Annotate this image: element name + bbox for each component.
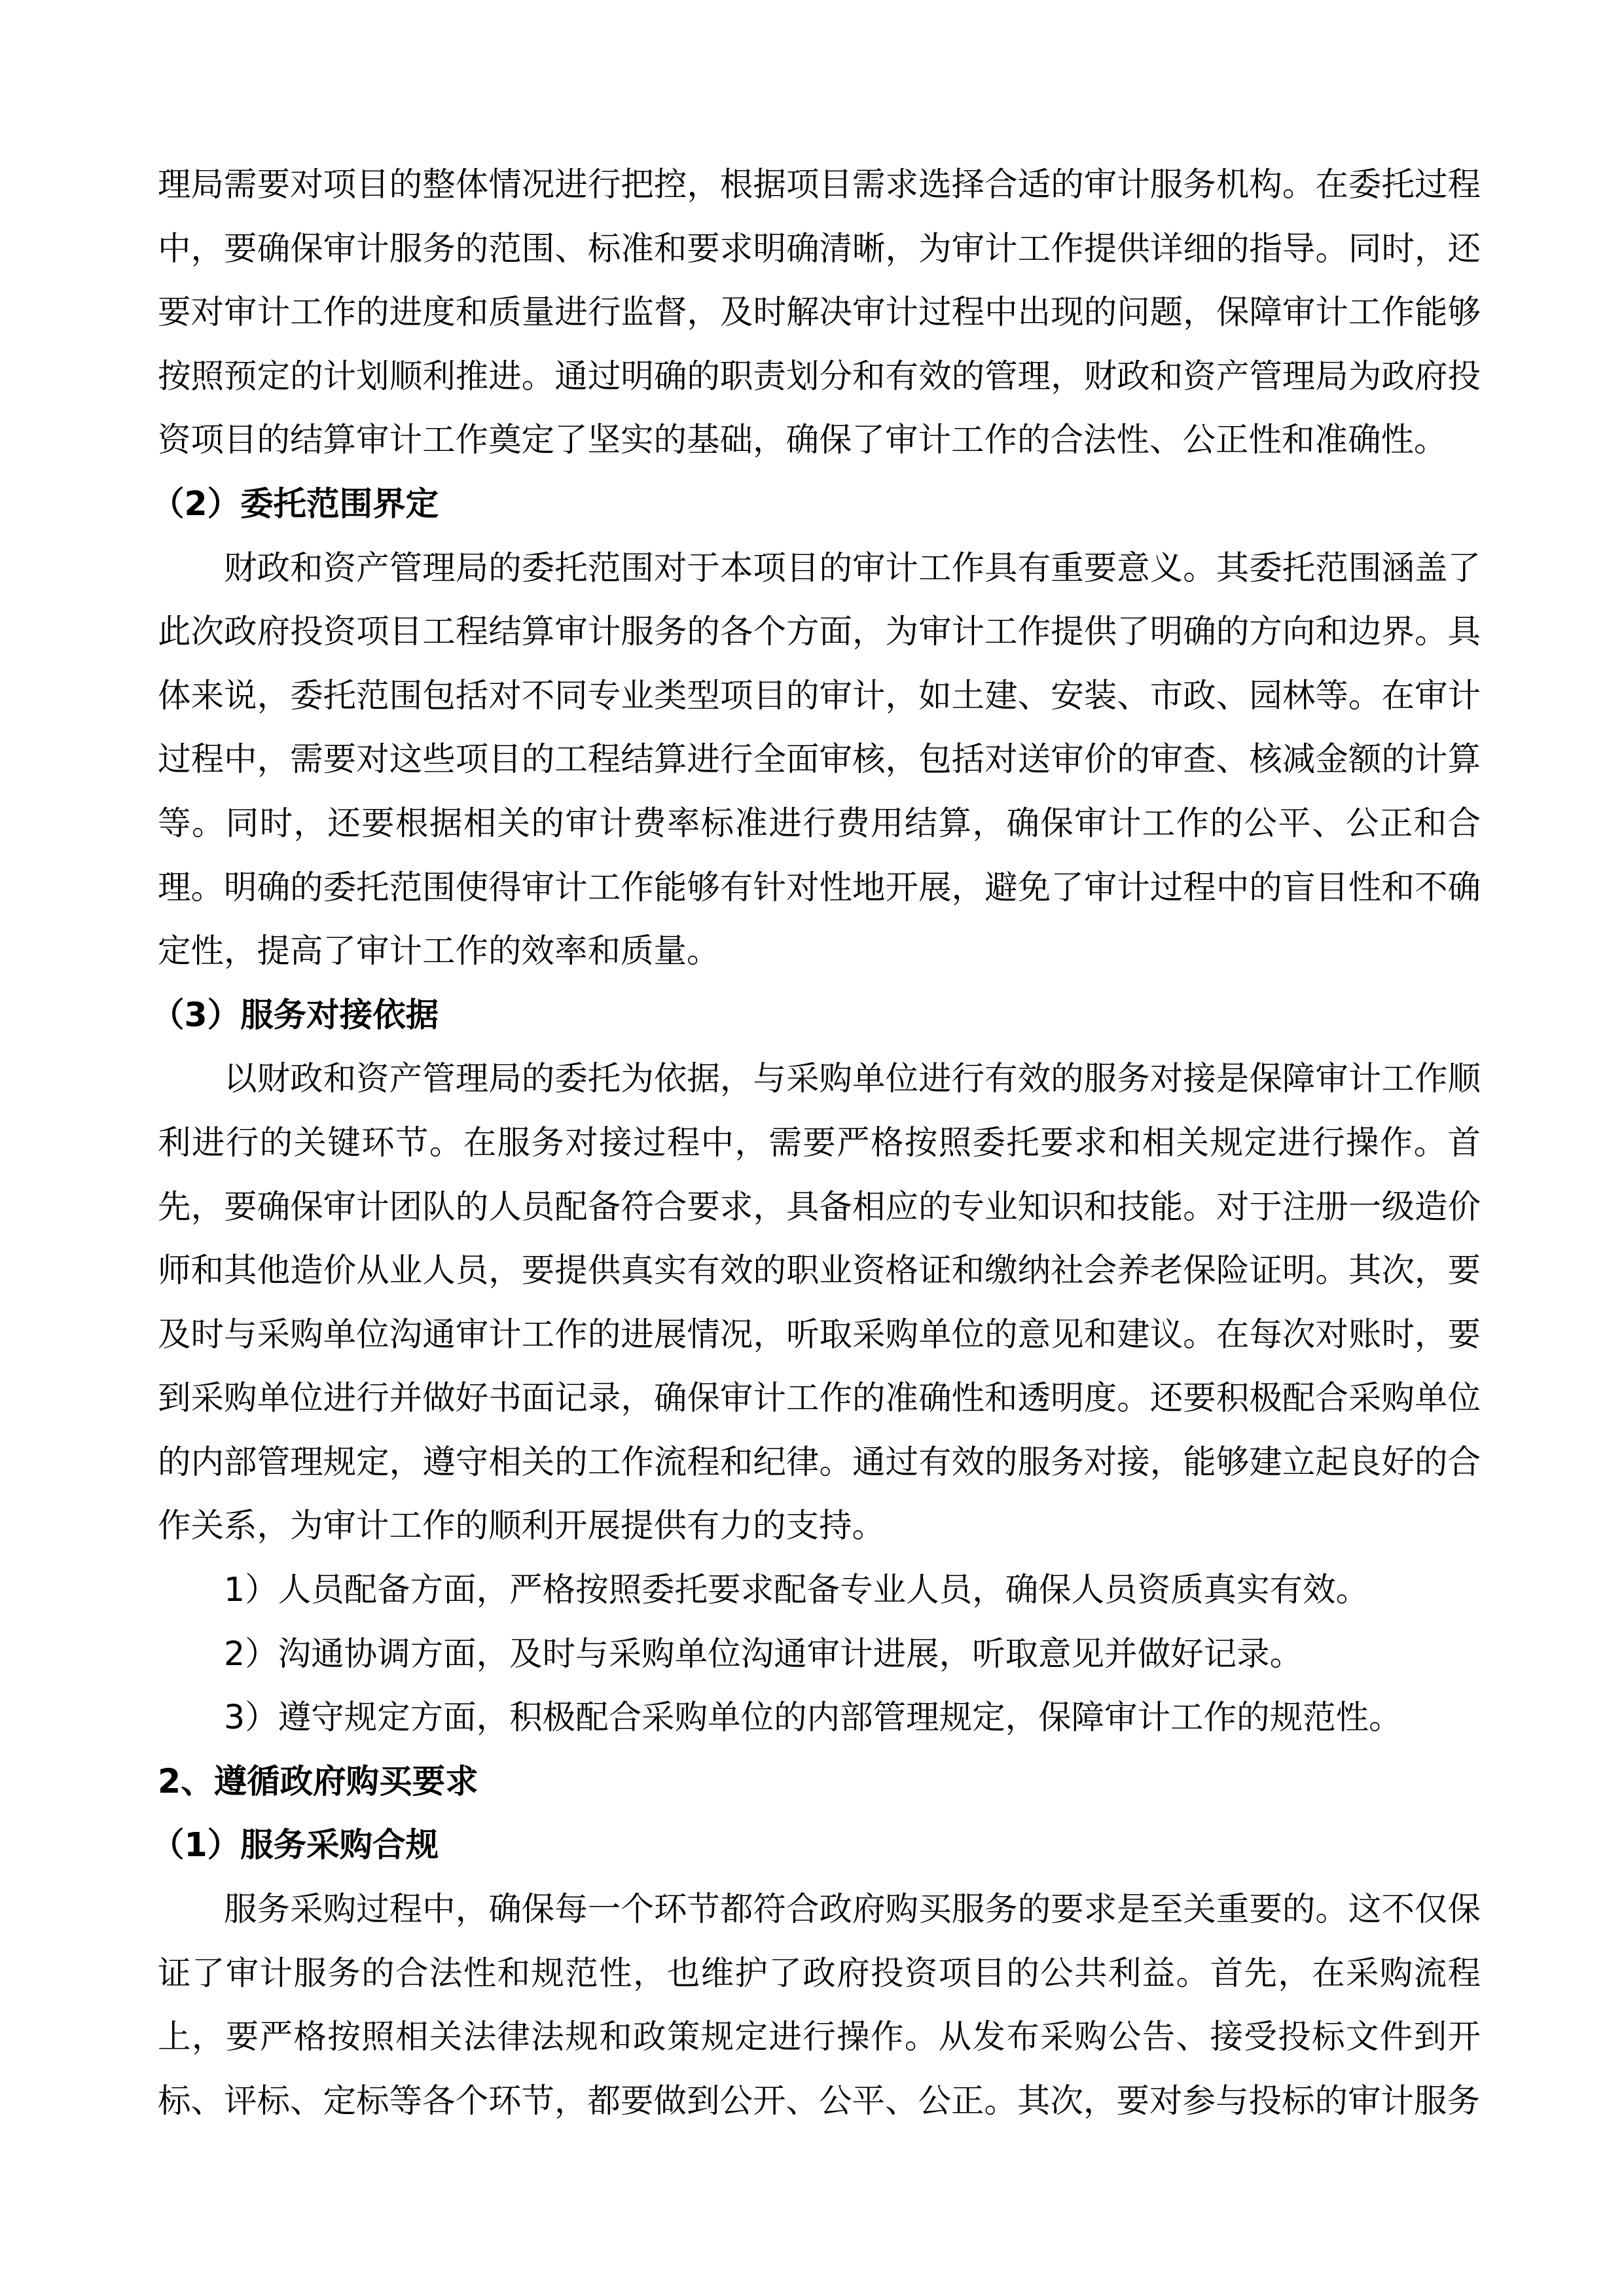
paragraph-line: 资项目的结算审计工作奠定了坚实的基础，确保了审计工作的合法性、公正性和准确性。	[158, 420, 1447, 459]
paragraph-line: 理局需要对项目的整体情况进行把控，根据项目需求选择合适的审计服务机构。在委托过程	[158, 165, 1481, 204]
paragraph-line: 中，要确保审计服务的范围、标准和要求明确清晰，为审计工作提供详细的指导。同时，还	[158, 228, 1481, 268]
list-item: 1）人员配备方面，严格按照委托要求配备专业人员，确保人员资质真实有效。	[224, 1570, 1369, 1609]
paragraph-line: 以财政和资产管理局的委托为依据，与采购单位进行有效的服务对接是保障审计工作顺	[224, 1059, 1481, 1098]
paragraph-line: 定性，提高了审计工作的效率和质量。	[158, 931, 720, 971]
paragraph-line: 等。同时，还要根据相关的审计费率标准进行费用结算，确保审计工作的公平、公正和合	[158, 803, 1481, 842]
document-page	[151, 152, 1481, 2132]
paragraph-line: 财政和资产管理局的委托范围对于本项目的审计工作具有重要意义。其委托范围涵盖了	[224, 548, 1481, 587]
subsection-heading: （1）服务采购合规	[151, 1825, 439, 1865]
list-item: 2）沟通协调方面，及时与采购单位沟通审计进展，听取意见并做好记录。	[224, 1634, 1303, 1673]
paragraph-line: 的内部管理规定，遵守相关的工作流程和纪律。通过有效的服务对接，能够建立起良好的合	[158, 1442, 1481, 1481]
subsection-heading: （2）委托范围界定	[151, 484, 439, 523]
paragraph-line: 及时与采购单位沟通审计工作的进展情况，听取采购单位的意见和建议。在每次对账时，要	[158, 1314, 1481, 1354]
paragraph-line: 师和其他造价从业人员，要提供真实有效的职业资格证和缴纳社会养老保险证明。其次，要	[158, 1251, 1481, 1290]
subsection-heading: （3）服务对接依据	[151, 995, 439, 1034]
paragraph-line: 过程中，需要对这些项目的工程结算进行全面审核，包括对送审价的审查、核减金额的计算	[158, 740, 1481, 779]
paragraph-line: 按照预定的计划顺利推进。通过明确的职责划分和有效的管理，财政和资产管理局为政府投	[158, 356, 1481, 395]
paragraph-line: 要对审计工作的进度和质量进行监督，及时解决审计过程中出现的问题，保障审计工作能够	[158, 293, 1481, 332]
paragraph-line: 利进行的关键环节。在服务对接过程中，需要严格按照委托要求和相关规定进行操作。首	[158, 1122, 1481, 1162]
paragraph-line: 先，要确保审计团队的人员配备符合要求，具备相应的专业知识和技能。对于注册一级造价	[158, 1187, 1481, 1226]
paragraph-line: 此次政府投资项目工程结算审计服务的各个方面，为审计工作提供了明确的方向和边界。具	[158, 612, 1481, 651]
list-item: 3）遵守规定方面，积极配合采购单位的内部管理规定，保障审计工作的规范性。	[224, 1698, 1402, 1737]
paragraph-line: 标、评标、定标等各个环节，都要做到公开、公平、公正。其次，要对参与投标的审计服务	[158, 2081, 1480, 2120]
paragraph-line: 理。明确的委托范围使得审计工作能够有针对性地开展，避免了审计过程中的盲目性和不确	[158, 867, 1481, 906]
paragraph-line: 上，要严格按照相关法律法规和政策规定进行操作。从发布采购公告、接受投标文件到开	[158, 2017, 1481, 2056]
paragraph-line: 作关系，为审计工作的顺利开展提供有力的支持。	[158, 1506, 885, 1545]
paragraph-line: 体来说，委托范围包括对不同专业类型项目的审计，如土建、安装、市政、园林等。在审计	[158, 675, 1481, 715]
paragraph-line: 证了审计服务的合法性和规范性，也维护了政府投资项目的公共利益。首先，在采购流程	[158, 1953, 1481, 1992]
paragraph-line: 到采购单位进行并做好书面记录，确保审计工作的准确性和透明度。还要积极配合采购单位	[158, 1378, 1481, 1418]
section-heading: 2、遵循政府购买要求	[158, 1761, 478, 1801]
paragraph-line: 服务采购过程中，确保每一个环节都符合政府购买服务的要求是至关重要的。这不仅保	[224, 1890, 1481, 1929]
